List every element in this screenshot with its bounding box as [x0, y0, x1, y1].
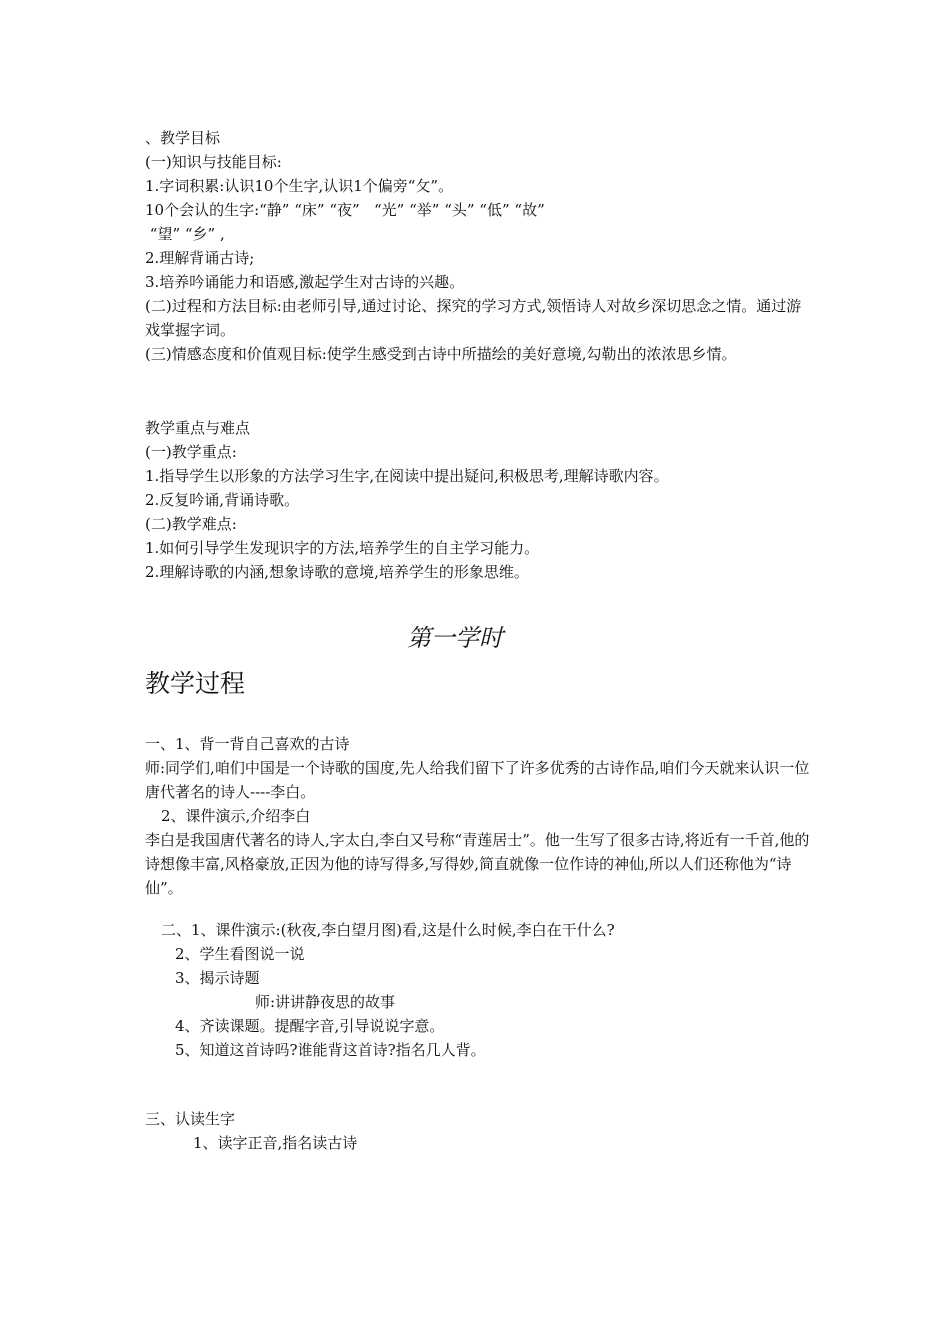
part2-line-3: 3、揭示诗题 — [175, 969, 260, 987]
part1-line-4: 李白是我国唐代著名的诗人,字太白,李白又号称“青莲居士”。他一生写了很多古诗,将近有一千首,他的诗想像丰富,风格豪放,正因为他的诗写得多,写得妙,简直就像一位作诗的神仙,所以人们还称他为“诗仙”。 — [145, 831, 810, 897]
emotion-objective: (三)情感态度和价值观目标:使学生感受到古诗中所描绘的美好意境,勾勒出的浓浓思乡情。 — [145, 345, 737, 363]
key-points-heading: 教学重点与难点 — [145, 419, 251, 437]
part3-line-1: 三、认读生字 — [145, 1110, 236, 1128]
objectives-heading: 、教学目标 — [145, 129, 221, 147]
part2-line-2: 2、学生看图说一说 — [175, 945, 305, 963]
chars-line-1: 10个会认的生字:“静” “床” “夜” “光” “举” “头” “低” “故” — [145, 201, 545, 219]
spacer — [145, 1062, 815, 1107]
part2-line-4: 师:讲讲静夜思的故事 — [255, 993, 396, 1011]
process-objective: (二)过程和方法目标:由老师引导,通过讨论、探究的学习方式,领悟诗人对故乡深切思念之情。通过游戏掌握字词。 — [145, 297, 802, 339]
part2-line-5: 4、齐读课题。提醒字音,引导说说字意。 — [175, 1017, 445, 1035]
chars-line-2: “望” “乡” , — [145, 225, 225, 243]
objective-item-2: 2.理解背诵古诗; — [145, 249, 255, 267]
part1-line-2: 师:同学们,咱们中国是一个诗歌的国度,先人给我们留下了许多优秀的古诗作品,咱们今天就来认识一位唐代著名的诗人----李白。 — [145, 759, 810, 801]
objective-item-3: 3.培养吟诵能力和语感,激起学生对古诗的兴趣。 — [145, 273, 465, 291]
focus-item-2: 2.反复吟诵,背诵诗歌。 — [145, 491, 300, 509]
objective-item-1: 1.字词积累:认识10个生字,认识1个偏旁“攵”。 — [145, 177, 454, 195]
document-body — [145, 126, 815, 1155]
spacer — [145, 900, 815, 918]
spacer — [145, 366, 815, 416]
part3-line-2: 1、读字正音,指名读古诗 — [193, 1134, 358, 1152]
part1-line-1: 一、1、背一背自己喜欢的古诗 — [145, 735, 350, 753]
part2-line-6: 5、知道这首诗吗?谁能背这首诗?指名几人背。 — [175, 1041, 486, 1059]
focus-item-1: 1.指导学生以形象的方法学习生字,在阅读中提出疑问,积极思考,理解诗歌内容。 — [145, 467, 669, 485]
difficulty-heading: (二)教学难点: — [145, 515, 237, 533]
process-title: 教学过程 — [145, 669, 246, 698]
lesson-title: 第一学时 — [407, 624, 503, 652]
difficulty-item-1: 1.如何引导学生发现识字的方法,培养学生的自主学习能力。 — [145, 539, 540, 557]
part1-line-3: 2、课件演示,介绍李白 — [161, 807, 311, 825]
difficulty-item-2: 2.理解诗歌的内涵,想象诗歌的意境,培养学生的形象思维。 — [145, 563, 529, 581]
focus-heading: (一)教学重点: — [145, 443, 237, 461]
part2-line-1: 二、1、课件演示:(秋夜,李白望月图)看,这是什么时候,李白在干什么? — [161, 921, 615, 939]
knowledge-heading: (一)知识与技能目标: — [145, 153, 282, 171]
